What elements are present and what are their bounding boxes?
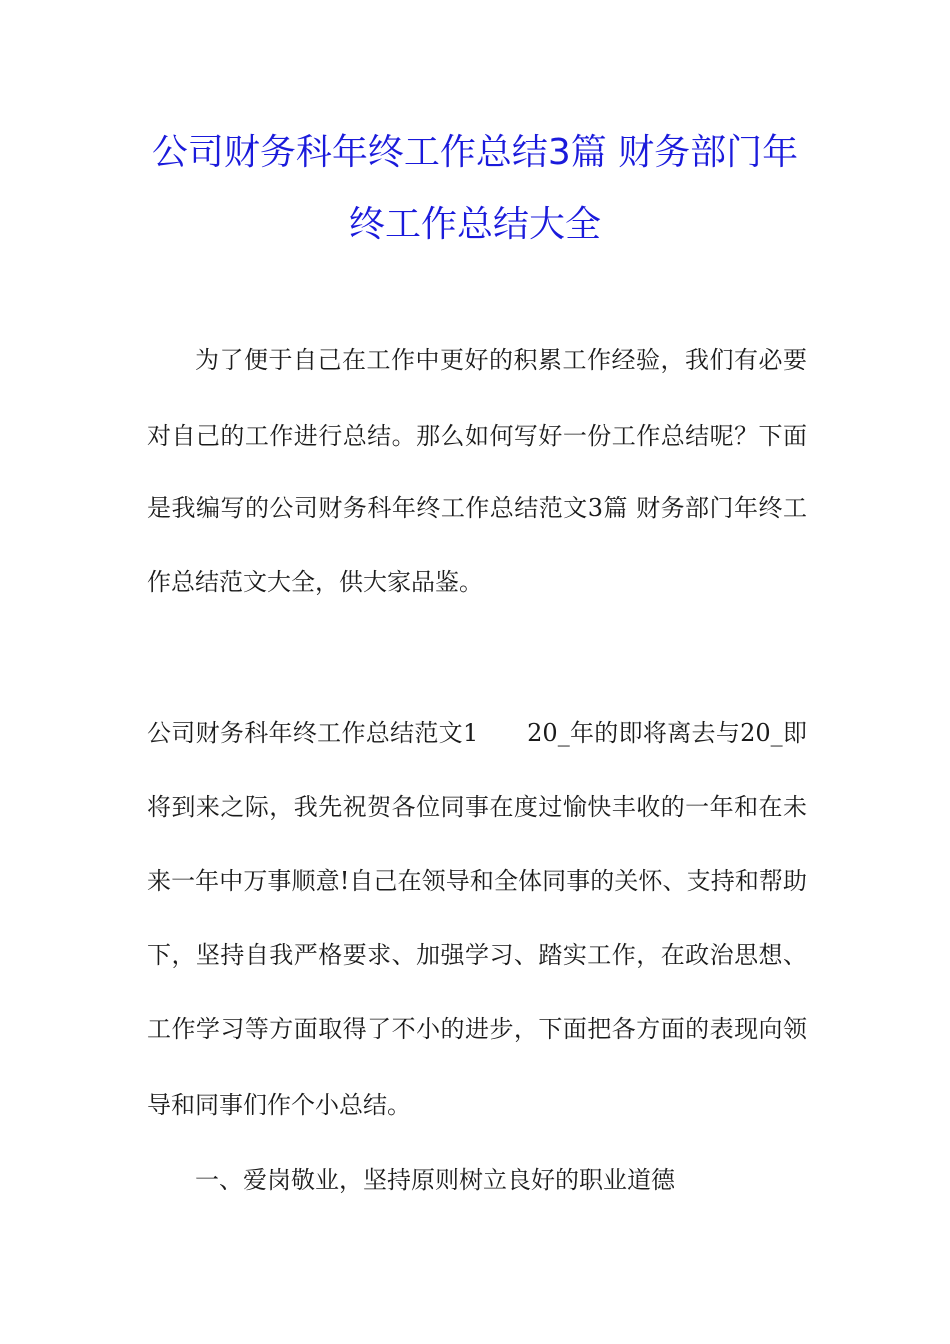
body-line-3: 来一年中万事顺意!自己在领导和全体同事的关怀、支持和帮助	[147, 867, 807, 895]
body-line-1: 公司财务科年终工作总结范文1 20_年的即将离去与20_即	[147, 719, 807, 747]
intro-line-4: 作总结范文大全，供大家品鉴。	[147, 568, 483, 596]
body-line-4: 下，坚持自我严格要求、加强学习、踏实工作，在政治思想、	[147, 941, 807, 969]
document-title-line-1: 公司财务科年终工作总结3篇 财务部门年	[151, 132, 799, 173]
body-line-2: 将到来之际，我先祝贺各位同事在度过愉快丰收的一年和在未	[147, 793, 807, 821]
body-line-5: 工作学习等方面取得了不小的进步，下面把各方面的表现向领	[147, 1015, 807, 1043]
body-line-6: 导和同事们作个小总结。	[147, 1091, 411, 1119]
intro-line-3: 是我编写的公司财务科年终工作总结范文3篇 财务部门年终工	[147, 494, 807, 522]
intro-line-2: 对自己的工作进行总结。那么如何写好一份工作总结呢？下面	[147, 422, 807, 450]
section-heading: 一、爱岗敬业，坚持原则树立良好的职业道德	[195, 1166, 675, 1194]
document-title-line-2: 终工作总结大全	[348, 204, 601, 245]
intro-line-1: 为了便于自己在工作中更好的积累工作经验，我们有必要	[195, 346, 807, 374]
